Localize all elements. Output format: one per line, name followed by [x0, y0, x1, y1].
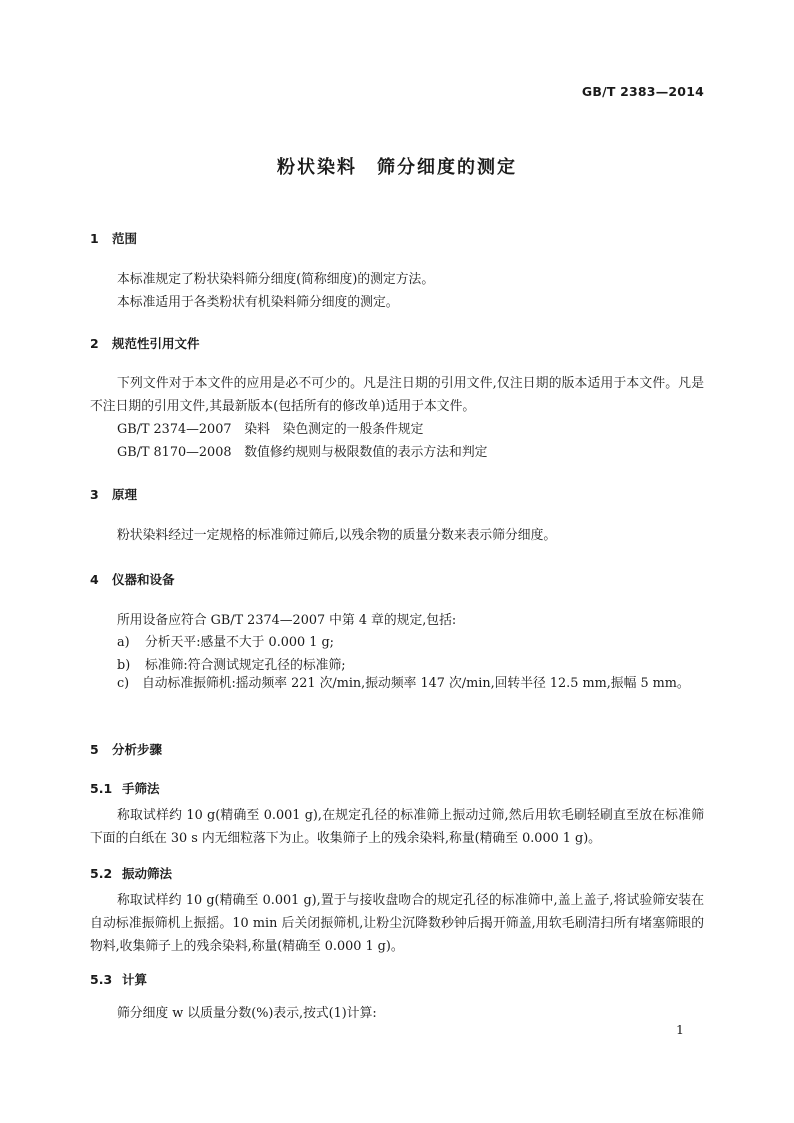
section-number: 2	[90, 336, 99, 351]
subsection-title: 振动筛法	[122, 866, 173, 881]
item-tag: b)	[117, 658, 131, 673]
equipment-item-a	[117, 631, 334, 650]
page-number: 1	[676, 1022, 684, 1037]
section-title: 规范性引用文件	[112, 336, 200, 351]
section-4-heading	[90, 570, 175, 588]
section-number: 5	[90, 742, 99, 757]
subsection-number: 5.1	[90, 781, 113, 796]
section-title: 范围	[112, 231, 138, 246]
section-2-heading	[90, 334, 200, 352]
section-number: 1	[90, 231, 99, 246]
scope-line-2: 本标准适用于各类粉状有机染料筛分细度的测定。	[117, 295, 399, 310]
equipment-intro: 所用设备应符合 GB/T 2374—2007 中第 4 章的规定,包括:	[117, 613, 457, 628]
section-title: 原理	[112, 487, 138, 502]
references-paragraph: 下列文件对于本文件的应用是必不可少的。凡是注日期的引用文件,仅注日期的版本适用于本文件。凡是不注日期的引用文件,其最新版本(包括所有的修改单)适用于本文件。	[90, 376, 704, 414]
reference-1: GB/T 2374—2007 染料 染色测定的一般条件规定	[117, 422, 424, 437]
standard-number: GB/T 2383—2014	[581, 84, 704, 99]
section-title: 分析步骤	[112, 742, 163, 757]
scope-line-1: 本标准规定了粉状染料筛分细度(简称细度)的测定方法。	[117, 272, 435, 287]
hand-sieve-paragraph: 称取试样约 10 g(精确至 0.001 g),在规定孔径的标准筛上振动过筛,然后用软毛刷轻刷直至放在标准筛下面的白纸在 30 s 内无细粒落下为止。收集筛子上的残余染料,称量(精确至 0.000 1 g)。	[90, 808, 704, 846]
equipment-item-b	[117, 654, 346, 673]
item-text: 标准筛:符合测试规定孔径的标准筛;	[145, 658, 346, 673]
subsection-number: 5.2	[90, 866, 113, 881]
equipment-item-c: c) 自动标准振筛机:摇动频率 221 次/min,振动频率 147 次/min,回转半径 12.5 mm,振幅 5 mm。	[117, 676, 690, 691]
subsection-number: 5.3	[90, 972, 113, 987]
section-number: 4	[90, 572, 99, 587]
calculation-paragraph: 筛分细度 w 以质量分数(%)表示,按式(1)计算:	[117, 1006, 377, 1021]
item-text: 分析天平:感量不大于 0.000 1 g;	[145, 635, 334, 650]
subsection-5-1-heading	[90, 779, 160, 797]
subsection-title: 计算	[122, 972, 148, 987]
reference-2: GB/T 8170—2008 数值修约规则与极限数值的表示方法和判定	[117, 445, 488, 460]
subsection-5-2-heading	[90, 864, 172, 882]
section-title: 仪器和设备	[112, 572, 175, 587]
section-3-heading	[90, 485, 137, 503]
principle-paragraph: 粉状染料经过一定规格的标准筛过筛后,以残余物的质量分数来表示筛分细度。	[117, 528, 557, 543]
subsection-title: 手筛法	[122, 781, 160, 796]
vibration-sieve-paragraph: 称取试样约 10 g(精确至 0.001 g),置于与接收盘吻合的规定孔径的标准筛中,盖上盖子,将试验筛安装在自动标准振筛机上振摇。10 min 后关闭振筛机,让粉尘沉降数秒钟后揭开筛盖,用软毛刷清扫所有堵塞筛眼的物料,收集筛子上的残余染料,称量(精确至 0.000 1 g)。	[90, 893, 704, 954]
section-1-heading	[90, 229, 137, 247]
subsection-5-3-heading	[90, 970, 147, 988]
section-5-heading	[90, 740, 162, 758]
section-number: 3	[90, 487, 99, 502]
document-title: 粉状染料 筛分细度的测定	[277, 157, 517, 178]
item-tag: a)	[117, 635, 130, 650]
